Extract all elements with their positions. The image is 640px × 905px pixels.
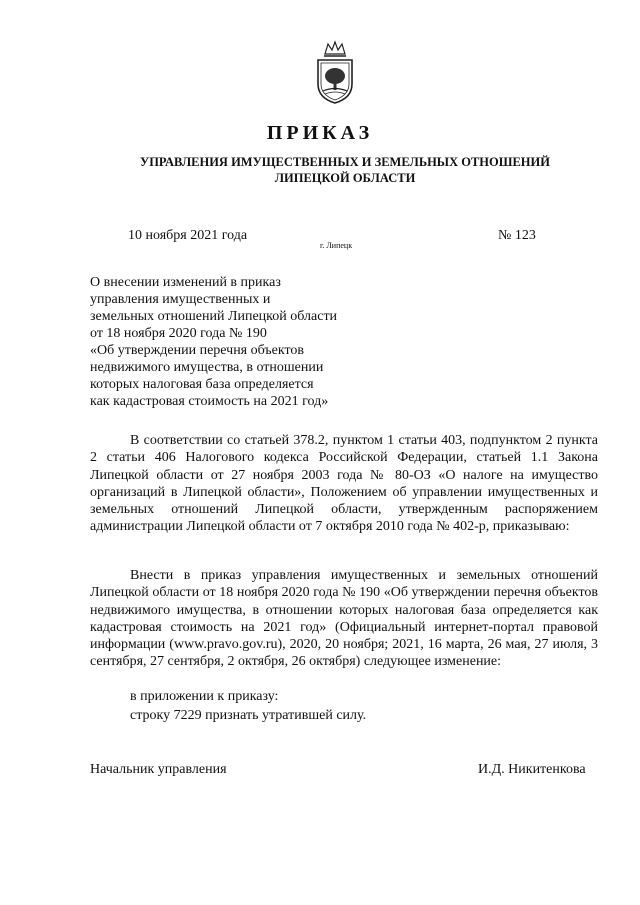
document-title: ПРИКАЗ (266, 122, 374, 144)
subject-line: управления имущественных и (90, 292, 271, 307)
document-subject (90, 274, 390, 410)
organization-line-1: УПРАВЛЕНИЯ ИМУЩЕСТВЕННЫХ И ЗЕМЕЛЬНЫХ ОТНОШЕНИЙ (140, 155, 550, 169)
signatory-position: Начальник управления (90, 762, 227, 777)
signatory-name: И.Д. Никитенкова (478, 762, 586, 777)
amendment-action: строку 7229 признать утратившей силу. (130, 708, 367, 723)
subject-line: «Об утверждении перечня объектов (90, 343, 305, 358)
subject-line: О внесении изменений в приказ (90, 275, 281, 290)
organization-name (110, 154, 580, 186)
body-paragraph-amendment: Внести в приказ управления имущественных и земельных отношений Липецкой области от 18 ноября 2020 года № 190 «Об утверждении перечня объектов недвижимого имущества, в отношении которых налоговая база определяется как кадастровая стоимость на 2021 год» (Официальный интернет-портал правовой информации (www.pravo.gov.ru), 2020, 20 ноября; 2021, 16 марта, 26 мая, 27 июля, 3 сентября, 27 сентября, 2 октября, 26 октября) следующее изменение: (90, 568, 598, 670)
organization-line-2: ЛИПЕЦКОЙ ОБЛАСТИ (274, 171, 416, 185)
amendment-location: в приложении к приказу: (130, 689, 279, 704)
subject-line: от 18 ноября 2020 года № 190 (90, 326, 267, 341)
document-number: № 123 (498, 228, 536, 243)
coat-of-arms-icon (312, 40, 358, 106)
document-date: 10 ноября 2021 года (128, 228, 248, 243)
subject-line: которых налоговая база определяется (90, 377, 314, 392)
document-city: г. Липецк (320, 241, 353, 250)
subject-line: недвижимого имущества, в отношении (90, 360, 324, 375)
subject-line: как кадастровая стоимость на 2021 год» (90, 394, 329, 409)
body-paragraph-legal-basis: В соответствии со статьей 378.2, пунктом 1 статьи 403, подпунктом 2 пункта 2 статьи 406 Налогового кодекса Российской Федерации, статьей 1.1 Закона Липецкой области от 27 ноября 2003 года № 80-ОЗ «О налоге на имущество организаций в Липецкой области», Положением об управлении имущественных и земельных отношений Липецкой области, утвержденным распоряжением администрации Липецкой области от 7 октября 2010 года № 402-р, приказываю: (90, 433, 598, 535)
subject-line: земельных отношений Липецкой области (90, 309, 338, 324)
